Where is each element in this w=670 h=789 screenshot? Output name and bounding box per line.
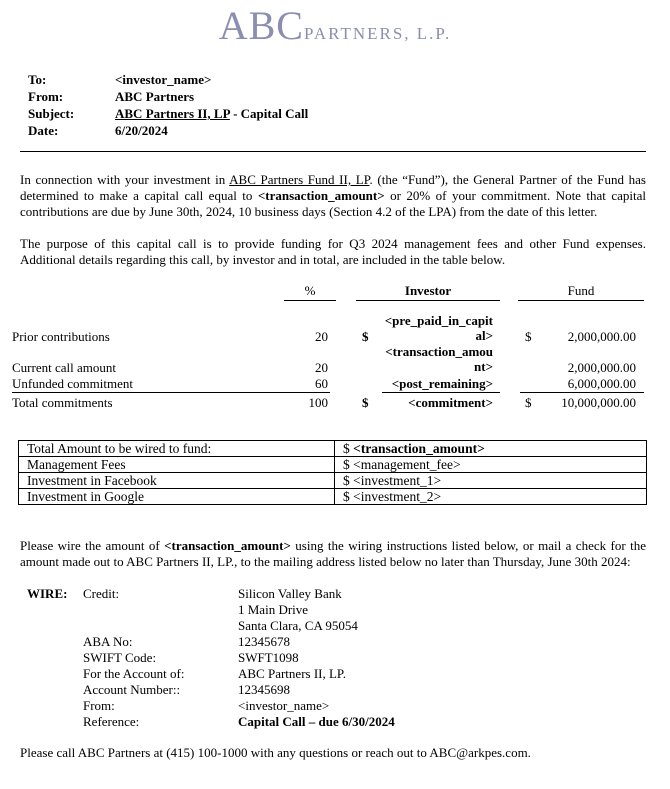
date-value: 6/20/2024	[115, 123, 168, 138]
logo-small-text: PARTNERS, L.P.	[303, 24, 452, 43]
account-number-value: 12345698	[238, 682, 290, 697]
aba-value: 12345678	[238, 634, 290, 649]
row-fund-unfunded: 6,000,000.00	[567, 376, 636, 391]
account-number-label: Account Number::	[83, 682, 181, 697]
row-pct-current: 20	[315, 360, 328, 375]
row-investor-unfunded: <post_remaining>	[391, 376, 493, 391]
wire-box-amount: <investment_2>	[353, 489, 442, 504]
wire-box-amount: <transaction_amount>	[353, 441, 485, 456]
account-of-label: For the Account of:	[83, 666, 185, 681]
para1-text-1: In connection with your investment in	[20, 172, 230, 187]
investor-current-line1: <transaction_amou	[385, 344, 493, 359]
bank-name: Silicon Valley Bank	[238, 586, 342, 601]
row-investor-total: <commitment>	[408, 395, 493, 410]
purpose-paragraph: The purpose of this capital call is to provide funding for Q3 2024 management fees and other Fund expenses. Additional details regarding this call, by investor and in total, are included in the table below.	[20, 236, 646, 267]
dollar-sign: $	[343, 457, 354, 472]
wire-box-label: Investment in Facebook	[19, 473, 335, 489]
wire-box-value	[335, 473, 647, 489]
row-fund-total: 10,000,000.00	[561, 395, 636, 410]
dollar-sign: $	[343, 489, 354, 504]
dollar-sign: $	[362, 395, 369, 410]
para3-text-1: Please wire the amount of	[20, 538, 165, 553]
date-label: Date:	[28, 123, 59, 138]
wire-from-value: <investor_name>	[238, 698, 330, 713]
row-label-current-call: Current call amount	[12, 360, 116, 375]
wire-amount-table	[18, 440, 647, 505]
row-investor-prior	[360, 313, 493, 343]
para1-amount: <transaction_amount>	[257, 188, 385, 203]
closing-text: Please call ABC Partners at (415) 100-1000 with any questions or reach out to ABC@arkpes.com.	[20, 745, 531, 760]
bank-address-2: Santa Clara, CA 95054	[238, 618, 358, 633]
dollar-sign: $	[525, 395, 532, 410]
from-value: ABC Partners	[115, 89, 195, 104]
subject-value	[115, 106, 308, 122]
table-row	[19, 473, 647, 489]
to-label: To:	[28, 72, 47, 87]
subject-label: Subject:	[28, 106, 75, 121]
para3-amount: <transaction_amount>	[164, 538, 291, 553]
fund-link[interactable]: ABC Partners Fund II, LP	[229, 172, 370, 187]
credit-label: Credit:	[83, 586, 120, 601]
wire-box-amount: <management_fee>	[353, 457, 461, 472]
wire-box-amount: <investment_1>	[353, 473, 442, 488]
table-row	[19, 489, 647, 505]
para1-text-2: . (the “Fund”), the General Partner of the Fund has determined to make a capital call equal to	[20, 172, 646, 203]
dollar-sign: $	[343, 441, 354, 456]
reference-label: Reference:	[83, 714, 140, 729]
subtotal-line	[382, 392, 500, 393]
para3-text-2: using the wiring instructions listed below, or mail a check for the amount made out to ABC Partners II, LP., to the mailing address listed below no later than Thursday, June 30th 2024:	[20, 538, 646, 569]
aba-label: ABA No:	[83, 634, 133, 649]
wire-from-label: From:	[83, 698, 115, 713]
logo-big-text: ABC	[218, 3, 304, 48]
row-label-prior-contributions: Prior contributions	[12, 329, 110, 344]
subject-link[interactable]: ABC Partners II, LP	[115, 106, 230, 121]
wire-box-value	[335, 457, 647, 473]
bank-address-1: 1 Main Drive	[238, 602, 309, 617]
table-row	[19, 457, 647, 473]
investor-prior-line1: <pre_paid_in_capit	[384, 313, 493, 328]
row-pct-prior: 20	[315, 329, 328, 344]
investor-prior-line2: al>	[475, 328, 493, 343]
wire-box-label: Management Fees	[19, 457, 335, 473]
table-row	[19, 441, 647, 457]
row-investor-current	[360, 344, 493, 374]
swift-label: SWIFT Code:	[83, 650, 157, 665]
row-pct-total: 100	[308, 395, 328, 410]
header-divider	[20, 151, 646, 152]
reference-value: Capital Call – due 6/30/2024	[238, 714, 395, 729]
investor-current-line2: nt>	[474, 359, 493, 374]
to-value: <investor_name>	[115, 72, 212, 87]
subject-rest: - Capital Call	[229, 106, 309, 121]
wire-title: WIRE:	[27, 586, 68, 601]
subtotal-line	[12, 392, 330, 393]
header-investor: Investor	[356, 283, 500, 301]
wire-box-label: Total Amount to be wired to fund:	[19, 441, 335, 457]
row-fund-prior: 2,000,000.00	[567, 329, 636, 344]
intro-paragraph	[20, 172, 646, 220]
subtotal-line	[520, 392, 644, 393]
dollar-sign: $	[343, 473, 354, 488]
para1-text-3: or 20% of your commitment. Note that capital contributions are due by June 30th, 2024, 10 business days (Section 4.2 of the LPA) from the date of this letter.	[20, 188, 647, 219]
account-of-value: ABC Partners II, LP.	[238, 666, 346, 681]
header-fund: Fund	[518, 283, 644, 301]
row-label-unfunded: Unfunded commitment	[12, 376, 133, 391]
wire-box-value	[335, 441, 647, 457]
wire-box-label: Investment in Google	[19, 489, 335, 505]
row-pct-unfunded: 60	[315, 376, 328, 391]
row-label-total: Total commitments	[12, 395, 113, 410]
row-fund-current: 2,000,000.00	[567, 360, 636, 375]
dollar-sign: $	[525, 329, 532, 344]
wire-instructions-paragraph	[20, 538, 646, 570]
swift-value: SWFT1098	[238, 650, 299, 665]
from-label: From:	[28, 89, 64, 104]
company-logo	[0, 2, 670, 49]
wire-box-value	[335, 489, 647, 505]
dollar-sign: $	[362, 329, 369, 344]
header-percent: %	[284, 283, 336, 301]
